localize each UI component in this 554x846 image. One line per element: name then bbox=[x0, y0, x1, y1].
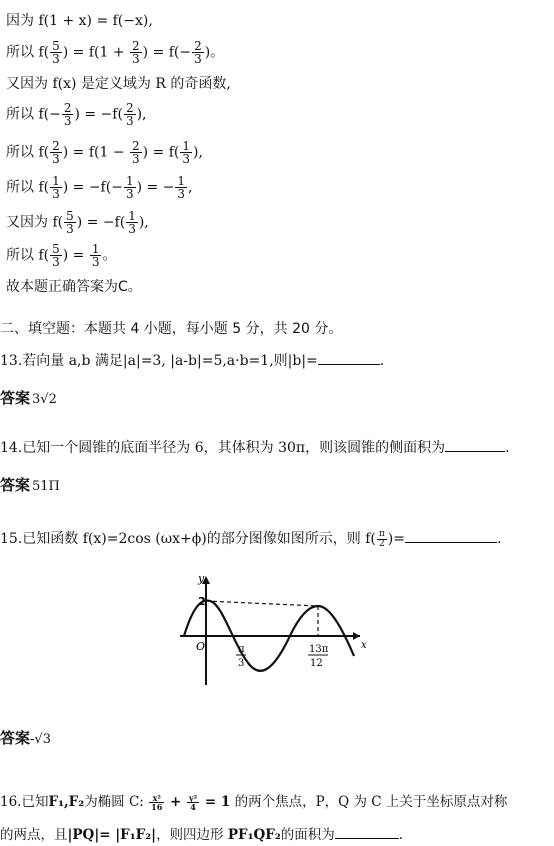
denominator: 3 bbox=[125, 114, 134, 128]
solution-line-1 bbox=[6, 12, 153, 30]
answer-label: 答案 bbox=[0, 729, 31, 747]
numerator: 2 bbox=[125, 101, 134, 115]
question-text: 14.已知一个圆锥的底面半径为 6，其体积为 30π，则该圆锥的侧面积为 bbox=[0, 440, 446, 456]
fraction bbox=[50, 175, 62, 200]
numerator: 2 bbox=[132, 39, 140, 53]
origin-label: O bbox=[196, 640, 206, 653]
text: ) = f(1 − bbox=[62, 144, 130, 161]
answer-15 bbox=[0, 727, 51, 748]
answer-blank bbox=[318, 352, 380, 365]
text: . bbox=[497, 531, 502, 547]
denominator: 16 bbox=[151, 802, 163, 812]
text: )。 bbox=[204, 44, 225, 61]
denominator: 3 bbox=[177, 187, 186, 201]
max-dashed-line bbox=[206, 601, 318, 606]
solution-text: 故本题正确答案为C。 bbox=[6, 279, 142, 295]
answer-blank bbox=[335, 826, 399, 839]
denominator: 3 bbox=[52, 52, 60, 66]
denominator: 3 bbox=[132, 52, 140, 66]
answer-label: 答案 bbox=[0, 389, 31, 407]
fraction bbox=[149, 794, 164, 811]
text: |PQ|= |F₁F₂| bbox=[67, 827, 157, 843]
fraction bbox=[124, 102, 136, 127]
x-axis-arrow bbox=[353, 632, 360, 640]
numerator: x² bbox=[149, 794, 164, 803]
text: ) = −f(− bbox=[62, 179, 123, 196]
fraction bbox=[130, 140, 142, 165]
denominator: 3 bbox=[63, 114, 72, 128]
section-heading: 二、填空题：本题共 4 小题，每小题 5 分，共 20 分。 bbox=[0, 321, 343, 337]
text: 所以 f( bbox=[6, 247, 50, 264]
fraction bbox=[90, 243, 102, 268]
denominator: 3 bbox=[128, 222, 136, 236]
text: 为椭圆 C: bbox=[84, 794, 149, 810]
text: ，则四边形 bbox=[156, 827, 228, 843]
fraction bbox=[192, 40, 204, 65]
text: 。 bbox=[102, 247, 117, 264]
question-16-line-1 bbox=[0, 790, 507, 811]
x-tick-1-num: π bbox=[238, 644, 245, 655]
fraction bbox=[187, 794, 199, 811]
text: , bbox=[188, 179, 193, 196]
text: ) = −f( bbox=[76, 214, 126, 231]
numerator: 1 bbox=[128, 209, 136, 223]
solution-line-3 bbox=[6, 75, 231, 93]
numerator: 5 bbox=[52, 242, 60, 256]
y-axis-label: y bbox=[198, 572, 205, 585]
numerator: 1 bbox=[91, 242, 100, 256]
denominator: 3 bbox=[91, 255, 100, 269]
text: 的面积为 bbox=[280, 827, 335, 843]
numerator: 5 bbox=[66, 209, 74, 223]
text: 所以 f( bbox=[6, 144, 50, 161]
fraction bbox=[124, 175, 136, 200]
text: + bbox=[165, 794, 187, 810]
text: ), bbox=[136, 106, 147, 123]
numerator: 1 bbox=[52, 174, 60, 188]
fraction bbox=[62, 102, 74, 127]
numerator: 1 bbox=[177, 174, 186, 188]
y-tick-label: 2 bbox=[198, 595, 206, 608]
solution-line-2 bbox=[6, 40, 224, 65]
solution-line-7 bbox=[6, 210, 149, 235]
solution-line-6 bbox=[6, 175, 193, 200]
question-13 bbox=[0, 350, 384, 370]
denominator: 3 bbox=[125, 187, 134, 201]
numerator: 2 bbox=[63, 101, 72, 115]
text: ), bbox=[138, 214, 149, 231]
fraction bbox=[50, 140, 62, 165]
answer-blank bbox=[445, 439, 505, 452]
numerator: y² bbox=[189, 793, 198, 803]
text: 所以 f( bbox=[6, 44, 50, 61]
denominator: 2 bbox=[378, 538, 385, 549]
fraction bbox=[180, 140, 192, 165]
solution-text: 因为 f(1 + x) = f(−x), bbox=[6, 13, 153, 29]
text: 的两点，且 bbox=[0, 827, 68, 843]
numerator: 2 bbox=[194, 39, 202, 53]
fraction bbox=[130, 40, 142, 65]
denominator: 3 bbox=[52, 255, 60, 269]
text: ) = −f( bbox=[74, 106, 123, 123]
answer-value: 3√2 bbox=[32, 392, 57, 407]
fraction bbox=[50, 40, 62, 65]
text: ), bbox=[193, 144, 203, 161]
denominator: 3 bbox=[182, 152, 191, 166]
answer-14 bbox=[0, 474, 60, 495]
question-16-line-2 bbox=[0, 823, 403, 843]
denominator: 3 bbox=[132, 152, 140, 166]
x-tick-2-num: 13π bbox=[309, 644, 329, 655]
question-text: 13.若向量 a,b 满足|a|=3, |a-b|=5,a·b=1,则|b|= bbox=[0, 353, 318, 369]
text: ) = bbox=[62, 247, 89, 264]
answer-label: 答案 bbox=[0, 476, 31, 494]
text: )= bbox=[387, 531, 405, 547]
text: 又因为 f( bbox=[6, 214, 64, 231]
numerator: π bbox=[378, 528, 385, 539]
text: 所以 f(− bbox=[6, 106, 61, 123]
text: = 1 bbox=[200, 794, 231, 810]
numerator: 2 bbox=[132, 139, 140, 153]
denominator: 3 bbox=[66, 222, 74, 236]
denominator: 3 bbox=[52, 187, 60, 201]
text: 16.已知 bbox=[0, 794, 49, 810]
numerator: 5 bbox=[52, 39, 60, 53]
numerator: 2 bbox=[52, 139, 60, 153]
question-14 bbox=[0, 437, 510, 457]
fraction bbox=[377, 530, 387, 549]
text: ) = − bbox=[136, 179, 175, 196]
text: ) = f(− bbox=[142, 44, 192, 61]
x-tick-2-den: 12 bbox=[310, 658, 323, 669]
x-tick-1-den: 3 bbox=[238, 658, 245, 669]
question-15 bbox=[0, 528, 501, 549]
numerator: 1 bbox=[125, 174, 134, 188]
text: . bbox=[379, 353, 385, 369]
text: ) = f( bbox=[142, 144, 180, 161]
solution-line-5 bbox=[6, 140, 203, 165]
text: F₁,F₂ bbox=[48, 794, 85, 810]
answer-blank bbox=[405, 530, 497, 543]
answer-value: 51Π bbox=[32, 479, 60, 494]
text: 的两个焦点，P，Q 为 C 上关于坐标原点对称 bbox=[230, 794, 508, 810]
solution-text: 又因为 f(x) 是定义域为 R 的奇函数, bbox=[6, 76, 231, 92]
fraction bbox=[64, 210, 76, 235]
question-text: 15.已知函数 f(x)=2cos (ωx+ϕ)的部分图像如图所示，则 f( bbox=[0, 531, 376, 547]
fraction bbox=[175, 175, 187, 200]
answer-13 bbox=[0, 387, 57, 408]
numerator: 1 bbox=[182, 139, 191, 153]
answer-value: -√3 bbox=[30, 732, 51, 747]
solution-line-9 bbox=[6, 278, 142, 296]
solution-line-8 bbox=[6, 243, 116, 268]
denominator: 3 bbox=[194, 52, 202, 66]
fraction bbox=[126, 210, 138, 235]
function-graph bbox=[170, 570, 370, 690]
x-axis-label: x bbox=[361, 640, 367, 651]
text: ) = f(1 + bbox=[62, 44, 130, 61]
denominator: 4 bbox=[190, 802, 196, 812]
fraction bbox=[50, 243, 62, 268]
text: . bbox=[398, 827, 404, 843]
text: 所以 f( bbox=[6, 179, 50, 196]
text: PF₁QF₂ bbox=[227, 827, 281, 843]
solution-line-4 bbox=[6, 102, 147, 127]
denominator: 3 bbox=[52, 152, 60, 166]
text: . bbox=[505, 440, 510, 456]
